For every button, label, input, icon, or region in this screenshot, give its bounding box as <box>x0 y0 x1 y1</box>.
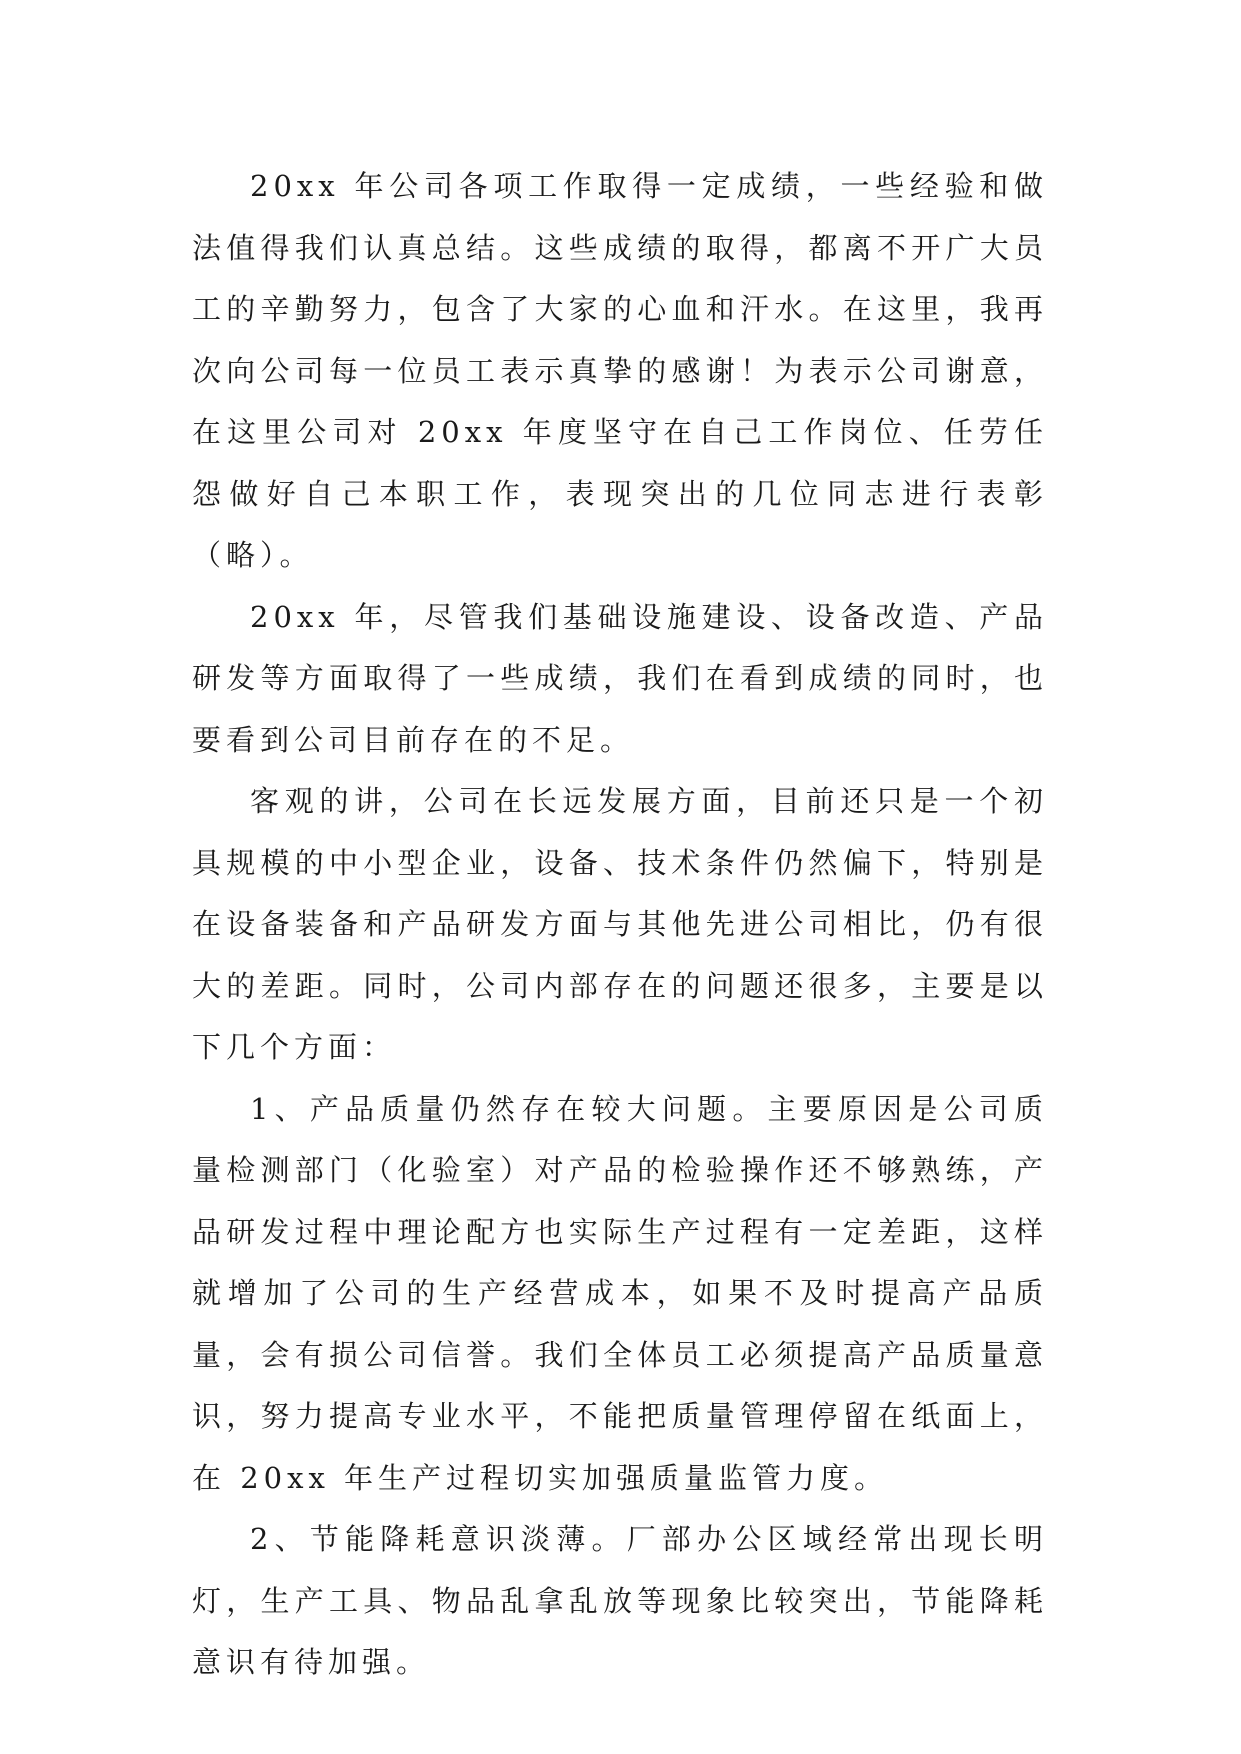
paragraph-shortcomings: 20xx 年，尽管我们基础设施建设、设备改造、产品研发等方面取得了一些成绩，我们在看到成绩的同时，也要看到公司目前存在的不足。 <box>192 599 1048 757</box>
paragraph-summary: 20xx 年公司各项工作取得一定成绩，一些经验和做法值得我们认真总结。这些成绩的取得，都离不开广大员工的辛勤努力，包含了大家的心血和汗水。在这里，我再次向公司每一位员工表示真挚的感谢！为表示公司谢意，在这里公司对 20xx 年度坚守在自己工作岗位、任劳任怨做好自己本职工作，表现突出的几位同志进行表彰（略）。 <box>192 169 1048 572</box>
paragraph-issue-energy-saving: 2、节能降耗意识淡薄。厂部办公区域经常出现长明灯，生产工具、物品乱拿乱放等现象比较突出，节能降耗意识有待加强。 <box>192 1522 1048 1679</box>
paragraph-issue-product-quality: 1、产品质量仍然存在较大问题。主要原因是公司质量检测部门（化验室）对产品的检验操作还不够熟练，产品研发过程中理论配方也实际生产过程有一定差距，这样就增加了公司的生产经营成本，如果不及时提高产品质量，会有损公司信誉。我们全体员工必须提高产品质量意识，努力提高专业水平，不能把质量管理停留在纸面上，在 20xx 年生产过程切实加强质量监管力度。 <box>192 1091 1048 1495</box>
document-body <box>192 156 1048 1694</box>
paragraph-objective-assessment: 客观的讲，公司在长远发展方面，目前还只是一个初具规模的中小型企业，设备、技术条件仍然偏下，特别是在设备装备和产品研发方面与其他先进公司相比，仍有很大的差距。同时，公司内部存在的问题还很多，主要是以下几个方面： <box>192 784 1048 1064</box>
